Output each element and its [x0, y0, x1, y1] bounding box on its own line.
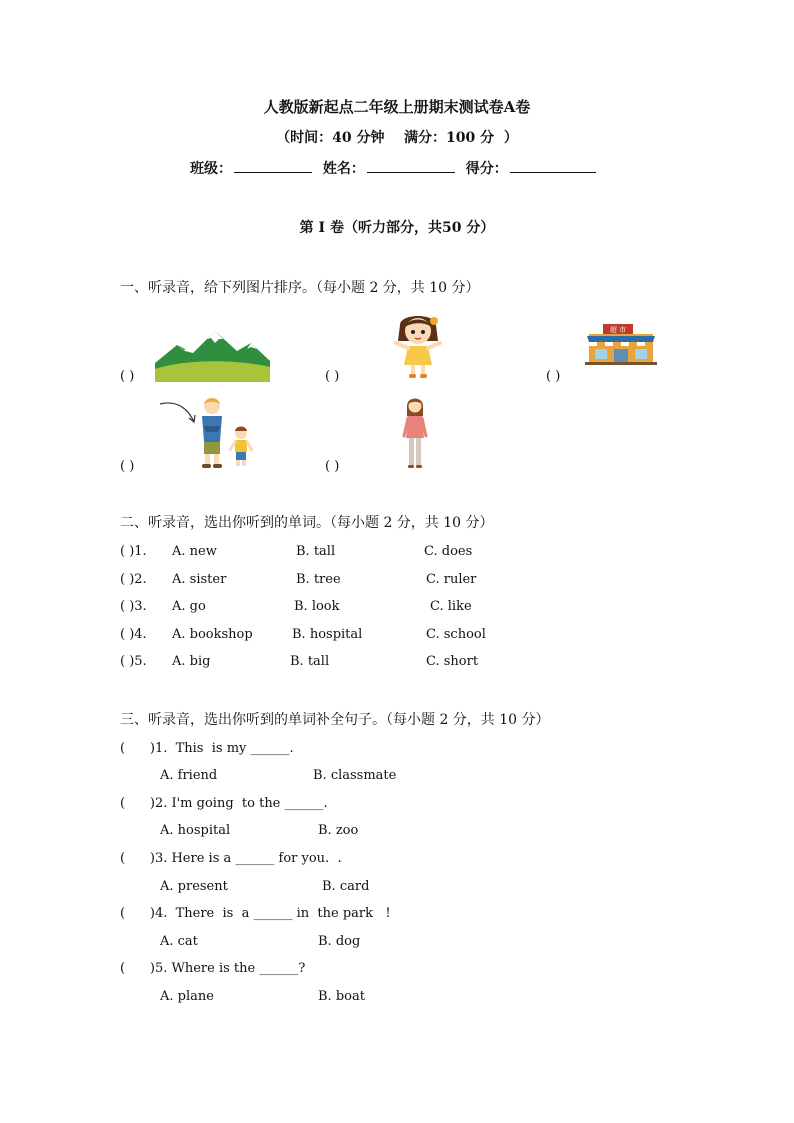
question-3-2[interactable]: ( )2. I'm going to the ______. — [120, 796, 328, 811]
question-2-4-option-a: A. bookshop — [172, 627, 253, 642]
mountain-picture — [155, 325, 270, 382]
question-3-4[interactable]: ( )4. There is a ______ in the park ! — [120, 906, 391, 921]
question-2-2-option-b: B. tree — [296, 572, 341, 587]
blank-4[interactable]: ( ) — [120, 459, 135, 474]
question-3-2-option-b: B. zoo — [318, 823, 359, 838]
question-2-2-option-a: A. sister — [172, 572, 227, 587]
question-3-1-option-b: B. classmate — [313, 768, 397, 783]
question-2-1-number[interactable]: ( )1. — [120, 544, 147, 559]
question-2-2-number[interactable]: ( )2. — [120, 572, 147, 587]
supermarket-picture — [585, 322, 657, 366]
question-3-3[interactable]: ( )3. Here is a ______ for you. . — [120, 851, 342, 866]
section1-heading: 一、听录音，给下列图片排序。（每小题 2 分，共 10 分） — [120, 280, 480, 296]
exam-info: （时间：40 分钟 满分：100 分 ） — [276, 130, 518, 146]
question-2-5-number[interactable]: ( )5. — [120, 654, 147, 669]
question-2-1-option-a: A. new — [172, 544, 217, 559]
question-2-4-number[interactable]: ( )4. — [120, 627, 147, 642]
question-3-1[interactable]: ( )1. This is my ______. — [120, 741, 294, 756]
blank-2[interactable]: ( ) — [325, 369, 340, 384]
question-2-5-option-b: B. tall — [290, 654, 330, 669]
question-2-3-number[interactable]: ( )3. — [120, 599, 147, 614]
page-title: 人教版新起点二年级上册期末测试卷A卷 — [263, 98, 531, 116]
question-2-5-option-a: A. big — [172, 654, 211, 669]
question-2-2-option-c: C. ruler — [426, 572, 477, 587]
name-label: 姓名： — [322, 161, 365, 177]
score-blank[interactable] — [510, 158, 596, 173]
question-3-1-option-a: A. friend — [160, 768, 218, 783]
class-blank[interactable] — [234, 158, 312, 173]
question-2-4-option-c: C. school — [426, 627, 486, 642]
question-3-3-option-a: A. present — [160, 879, 228, 894]
shop-sign-text: 超 市 — [609, 326, 627, 334]
question-3-5-option-a: A. plane — [160, 989, 214, 1004]
section3-heading: 三、听录音，选出你听到的单词补全句子。（每小题 2 分，共 10 分） — [120, 712, 550, 728]
girl-picture — [388, 311, 448, 379]
question-2-1-option-c: C. does — [424, 544, 473, 559]
question-2-1-option-b: B. tall — [296, 544, 336, 559]
question-2-3-option-a: A. go — [172, 599, 206, 614]
man-and-boy-picture — [158, 396, 258, 471]
question-3-5[interactable]: ( )5. Where is the ______? — [120, 961, 306, 976]
woman-picture — [402, 396, 428, 470]
question-2-3-option-b: B. look — [294, 599, 340, 614]
blank-5[interactable]: ( ) — [325, 459, 340, 474]
name-blank[interactable] — [367, 158, 455, 173]
question-2-3-option-c: C. like — [430, 599, 472, 614]
question-3-4-option-a: A. cat — [160, 934, 198, 949]
question-3-2-option-a: A. hospital — [160, 823, 231, 838]
blank-1[interactable]: ( ) — [120, 369, 135, 384]
part-title: 第 I 卷（听力部分，共50 分） — [299, 220, 495, 236]
blank-3[interactable]: ( ) — [546, 369, 561, 384]
question-3-4-option-b: B. dog — [318, 934, 361, 949]
question-3-5-option-b: B. boat — [318, 989, 365, 1004]
question-3-3-option-b: B. card — [322, 879, 370, 894]
question-2-4-option-b: B. hospital — [292, 627, 363, 642]
question-2-5-option-c: C. short — [426, 654, 479, 669]
student-info-line — [190, 158, 602, 178]
section2-heading: 二、听录音，选出你听到的单词。（每小题 2 分，共 10 分） — [120, 515, 494, 531]
class-label: 班级： — [190, 161, 232, 177]
score-label: 得分： — [465, 161, 508, 177]
